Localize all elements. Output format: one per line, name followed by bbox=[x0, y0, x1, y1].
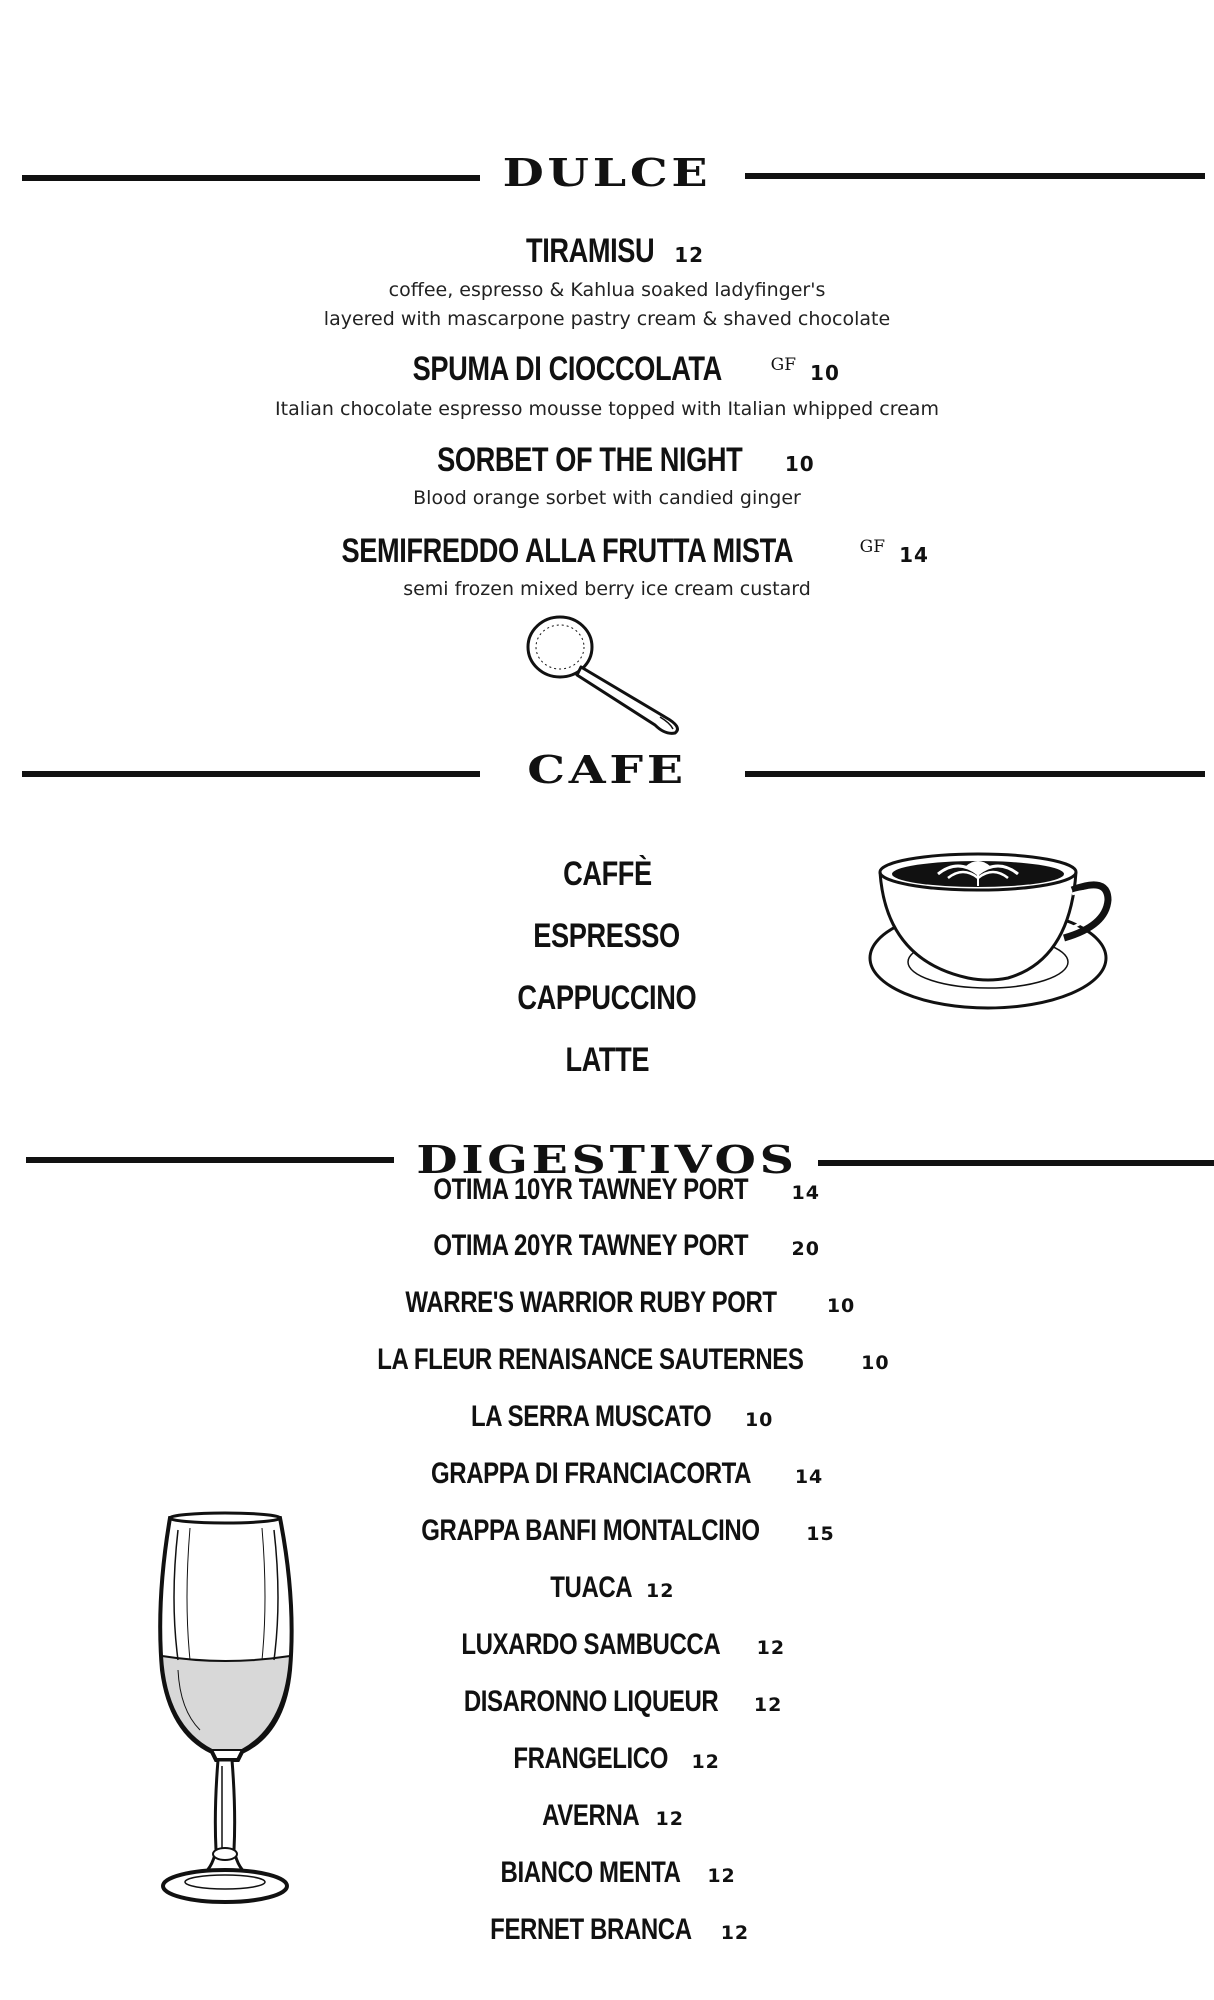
menu-item-semifreddo bbox=[0, 532, 1214, 571]
item-price: 10 bbox=[826, 1295, 856, 1317]
item-price: 20 bbox=[791, 1238, 820, 1260]
menu-item-sorbet bbox=[0, 441, 1214, 480]
item-price: 12 bbox=[720, 1922, 750, 1944]
description-line: layered with mascarpone pastry cream & shaved chocolate bbox=[323, 308, 891, 330]
item-name: SORBET OF THE NIGHT bbox=[437, 441, 743, 479]
item-price: 14 bbox=[899, 543, 929, 567]
item-name: OTIMA 20YR TAWNEY PORT bbox=[433, 1229, 749, 1262]
cafe-item bbox=[0, 1041, 1214, 1080]
item-price: 12 bbox=[674, 243, 705, 267]
item-name: DISARONNO LIQUEUR bbox=[463, 1685, 719, 1718]
item-description bbox=[0, 575, 1214, 604]
gf-badge: GF bbox=[859, 537, 886, 557]
item-name: SPUMA DI CIOCCOLATA bbox=[412, 350, 722, 388]
digestivo-item bbox=[0, 1343, 1214, 1377]
item-description bbox=[0, 276, 1214, 334]
item-name: OTIMA 10YR TAWNEY PORT bbox=[433, 1173, 749, 1206]
item-price: 15 bbox=[806, 1523, 835, 1545]
spoon-icon bbox=[515, 605, 695, 735]
item-name: TIRAMISU bbox=[525, 232, 655, 270]
item-price: 14 bbox=[791, 1182, 820, 1204]
description-line: semi frozen mixed berry ice cream custard bbox=[403, 578, 811, 600]
description-line: coffee, espresso & Kahlua soaked ladyfinger's bbox=[388, 279, 826, 301]
item-name: FRANGELICO bbox=[513, 1742, 669, 1775]
item-price: 12 bbox=[691, 1751, 720, 1773]
menu-item-spuma bbox=[0, 350, 1214, 389]
item-price: 10 bbox=[810, 361, 840, 385]
item-name: LA SERRA MUSCATO bbox=[470, 1400, 711, 1433]
item-price: 10 bbox=[784, 452, 815, 476]
item-name: AVERNA bbox=[542, 1799, 640, 1832]
item-description bbox=[0, 484, 1214, 513]
item-price: 12 bbox=[655, 1808, 684, 1830]
item-name: CAFFÈ bbox=[562, 855, 652, 893]
item-name: ESPRESSO bbox=[533, 917, 681, 955]
item-name: WARRE'S WARRIOR RUBY PORT bbox=[405, 1286, 777, 1319]
digestivo-item bbox=[0, 1173, 1214, 1207]
item-name: LUXARDO SAMBUCCA bbox=[461, 1628, 721, 1661]
digestivos-title: DIGESTIVOS bbox=[416, 1137, 798, 1182]
item-price: 12 bbox=[707, 1865, 736, 1887]
item-price: 12 bbox=[646, 1580, 675, 1602]
item-name: TUACA bbox=[549, 1571, 632, 1604]
dulce-title: DULCE bbox=[502, 150, 712, 195]
item-description bbox=[0, 395, 1214, 424]
gf-badge: GF bbox=[770, 355, 797, 375]
digestivo-item bbox=[0, 1913, 1214, 1947]
item-name: FERNET BRANCA bbox=[490, 1913, 692, 1946]
item-price: 10 bbox=[744, 1409, 774, 1431]
digestivo-item bbox=[0, 1457, 1214, 1491]
item-name: LA FLEUR RENAISANCE SAUTERNES bbox=[377, 1343, 804, 1376]
digestivo-item bbox=[0, 1400, 1214, 1434]
item-name: BIANCO MENTA bbox=[500, 1856, 681, 1889]
wine-glass-icon bbox=[150, 1510, 300, 1910]
item-price: 14 bbox=[794, 1466, 824, 1488]
item-name: CAPPUCCINO bbox=[517, 979, 697, 1017]
coffee-cup-icon bbox=[858, 850, 1118, 1020]
item-price: 10 bbox=[861, 1352, 890, 1374]
description-line: Italian chocolate espresso mousse topped with Italian whipped cream bbox=[275, 398, 939, 420]
item-name: SEMIFREDDO ALLA FRUTTA MISTA bbox=[341, 532, 794, 570]
digestivo-item bbox=[0, 1286, 1214, 1320]
item-name: LATTE bbox=[565, 1041, 649, 1079]
digestivo-item bbox=[0, 1229, 1214, 1263]
description-line: Blood orange sorbet with candied ginger bbox=[413, 487, 801, 509]
item-name: GRAPPA BANFI MONTALCINO bbox=[421, 1514, 760, 1547]
menu-item-tiramisu bbox=[0, 232, 1214, 271]
item-price: 12 bbox=[756, 1637, 786, 1659]
cafe-title: CAFE bbox=[527, 747, 687, 792]
item-name: GRAPPA DI FRANCIACORTA bbox=[430, 1457, 751, 1490]
item-price: 12 bbox=[753, 1694, 783, 1716]
